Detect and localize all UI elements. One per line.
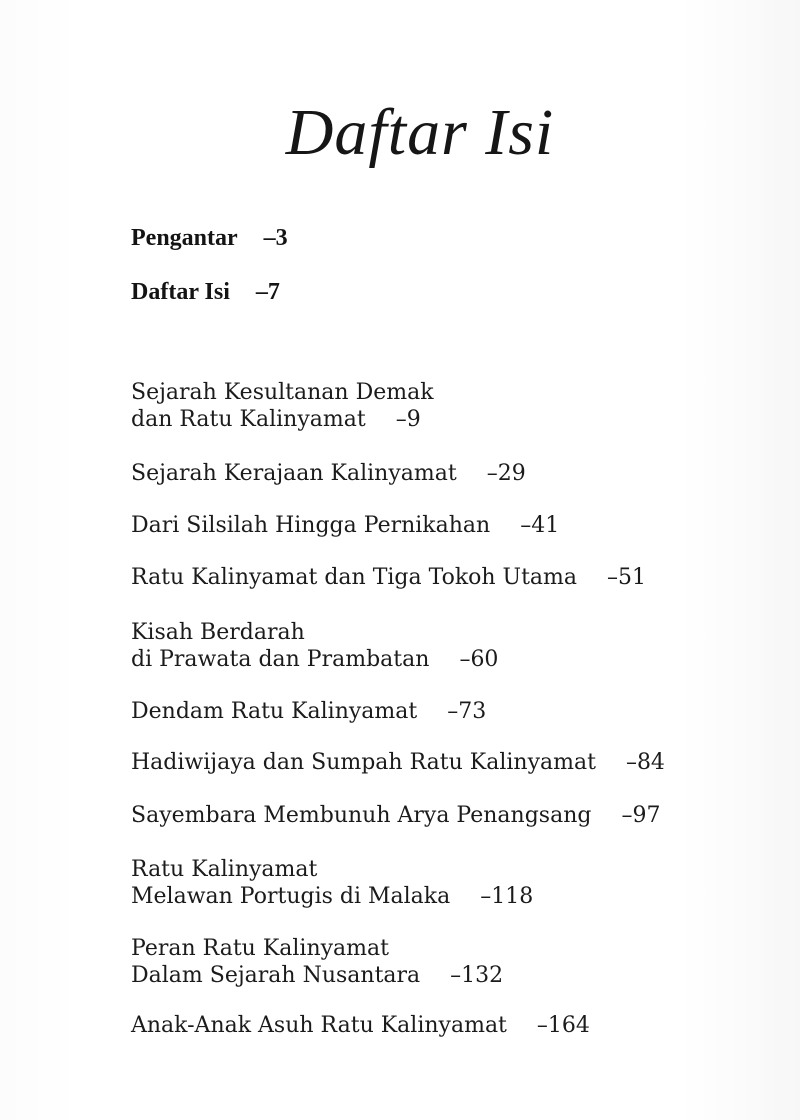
toc-entry-chapter: [131, 749, 665, 776]
toc-entry-chapter: [131, 856, 533, 910]
toc-entry-chapter: [131, 802, 660, 829]
toc-entry-title-line: Anak-Anak Asuh Ratu Kalinyamat: [131, 1013, 507, 1038]
toc-entry-page: –51: [607, 565, 647, 590]
toc-entry-label: Pengantar: [131, 225, 238, 251]
toc-entry-label: Daftar Isi: [131, 279, 230, 305]
toc-entry-chapter: [131, 619, 498, 673]
toc-entry-chapter: [131, 1012, 590, 1039]
toc-entry-chapter: [131, 512, 559, 539]
toc-entry-page: –118: [480, 884, 534, 909]
toc-entry-chapter: [131, 698, 486, 725]
toc-entry-title-line: di Prawata dan Prambatan: [131, 647, 430, 672]
toc-entry-front-matter: [131, 280, 280, 304]
toc-entry-front-matter: [131, 226, 288, 250]
toc-entry-title-line: Sejarah Kerajaan Kalinyamat: [131, 461, 457, 486]
toc-entry-page: –9: [395, 407, 421, 432]
toc-entry-title-line: Ratu Kalinyamat dan Tiga Tokoh Utama: [131, 565, 578, 590]
toc-entry-chapter: [131, 379, 434, 433]
toc-entry-page: –3: [263, 225, 288, 251]
toc-entry-title-line: Peran Ratu Kalinyamat: [131, 936, 389, 961]
toc-entry-title-line: Sejarah Kesultanan Demak: [131, 380, 434, 405]
toc-entry-title-line: Melawan Portugis di Malaka: [131, 884, 451, 909]
toc-entry-title-line: Sayembara Membunuh Arya Penangsang: [131, 803, 592, 828]
toc-entry-title-line: Kisah Berdarah: [131, 620, 305, 645]
toc-entry-chapter: [131, 460, 526, 487]
toc-entry-page: –132: [450, 963, 504, 988]
toc-entry-page: –29: [486, 461, 526, 486]
toc-entry-page: –7: [255, 279, 280, 305]
toc-entry-chapter: [131, 935, 503, 989]
toc-entry-page: –84: [625, 750, 665, 775]
toc-entry-title-line: Hadiwijaya dan Sumpah Ratu Kalinyamat: [131, 750, 596, 775]
toc-entry-page: –97: [621, 803, 661, 828]
toc-entry-page: –60: [459, 647, 499, 672]
toc-entry-title-line: Dendam Ratu Kalinyamat: [131, 699, 418, 724]
toc-entry-title-line: Dalam Sejarah Nusantara: [131, 963, 421, 988]
toc-entry-chapter: [131, 564, 646, 591]
toc-entry-page: –164: [536, 1013, 590, 1038]
toc-entry-page: –73: [447, 699, 487, 724]
toc-entry-page: –41: [520, 513, 560, 538]
toc-entry-title-line: Ratu Kalinyamat: [131, 857, 318, 882]
toc-entry-title-line: Dari Silsilah Hingga Pernikahan: [131, 513, 491, 538]
toc-entry-title-line: dan Ratu Kalinyamat: [131, 407, 366, 432]
page-title: Daftar Isi: [285, 96, 555, 169]
